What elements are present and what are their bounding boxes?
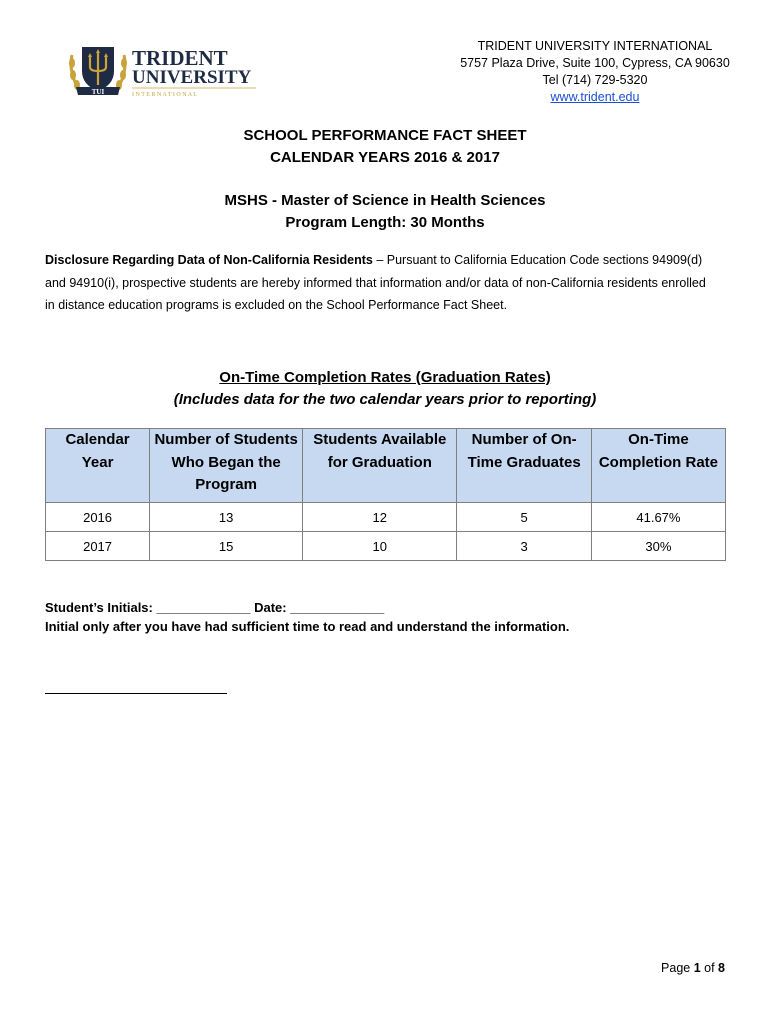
program-title <box>0 190 770 234</box>
institution-name: TRIDENT UNIVERSITY INTERNATIONAL <box>477 39 713 53</box>
table-row <box>46 503 726 532</box>
signature-line[interactable] <box>45 693 227 694</box>
svg-text:I N T E R N A T I O N A L: I N T E R N A T I O N A L <box>132 92 197 98</box>
website-link[interactable]: www.trident.edu <box>550 90 640 104</box>
cell-available: 12 <box>303 503 457 532</box>
cell-graduates: 5 <box>457 503 591 532</box>
disclosure-body: – Pursuant to California Education Code sections 94909(d) and 94910(i), prospective students are hereby informed that information and/or data of non-California residents enrolled in distance education programs is excluded on the School Performance Fact Sheet. <box>45 253 706 312</box>
initials-instruction: Initial only after you have had sufficient time to read and understand the information. <box>45 619 570 634</box>
header-calendar-year: Calendar Year <box>46 429 150 503</box>
title-line-1: SCHOOL PERFORMANCE FACT SHEET <box>243 127 527 144</box>
cell-year: 2016 <box>46 503 150 532</box>
cell-year: 2017 <box>46 532 150 561</box>
cell-began: 15 <box>150 532 303 561</box>
initials-date-line[interactable]: Student’s Initials: _____________ Date: _____________ <box>45 600 385 615</box>
table-row <box>46 532 726 561</box>
cell-began: 13 <box>150 503 303 532</box>
header-ontime-graduates: Number of On-Time Graduates <box>457 429 591 503</box>
program-name: MSHS - Master of Science in Health Sciences <box>224 192 546 209</box>
trident-logo <box>66 43 258 101</box>
svg-text:TRIDENT: TRIDENT <box>132 46 228 70</box>
section-subtitle: (Includes data for the two calendar years prior to reporting) <box>173 391 597 408</box>
phone-number: Tel (714) 729-5320 <box>542 73 648 87</box>
svg-text:TUI: TUI <box>91 88 105 96</box>
page-number: Page 1 of 8 <box>661 961 725 975</box>
header-students-available: Students Available for Graduation <box>303 429 457 503</box>
section-title: On-Time Completion Rates (Graduation Rates) <box>219 369 551 386</box>
street-address: 5757 Plaza Drive, Suite 100, Cypress, CA 90630 <box>460 56 730 70</box>
completion-rates-heading <box>0 367 770 411</box>
program-length: Program Length: 30 Months <box>285 214 485 231</box>
table-header-row <box>46 429 726 503</box>
address-block <box>450 38 740 106</box>
fact-sheet-title <box>0 125 770 169</box>
cell-rate: 30% <box>591 532 725 561</box>
svg-text:UNIVERSITY: UNIVERSITY <box>132 67 252 88</box>
trident-logo-icon <box>66 43 258 101</box>
initials-section <box>45 598 569 636</box>
header-students-began: Number of Students Who Began the Program <box>150 429 303 503</box>
cell-rate: 41.67% <box>591 503 725 532</box>
completion-rates-table <box>45 428 726 561</box>
header-completion-rate: On-Time Completion Rate <box>591 429 725 503</box>
disclosure-paragraph <box>45 249 713 317</box>
cell-graduates: 3 <box>457 532 591 561</box>
title-line-2: CALENDAR YEARS 2016 & 2017 <box>270 149 500 166</box>
disclosure-heading: Disclosure Regarding Data of Non-California Residents <box>45 253 373 267</box>
cell-available: 10 <box>303 532 457 561</box>
